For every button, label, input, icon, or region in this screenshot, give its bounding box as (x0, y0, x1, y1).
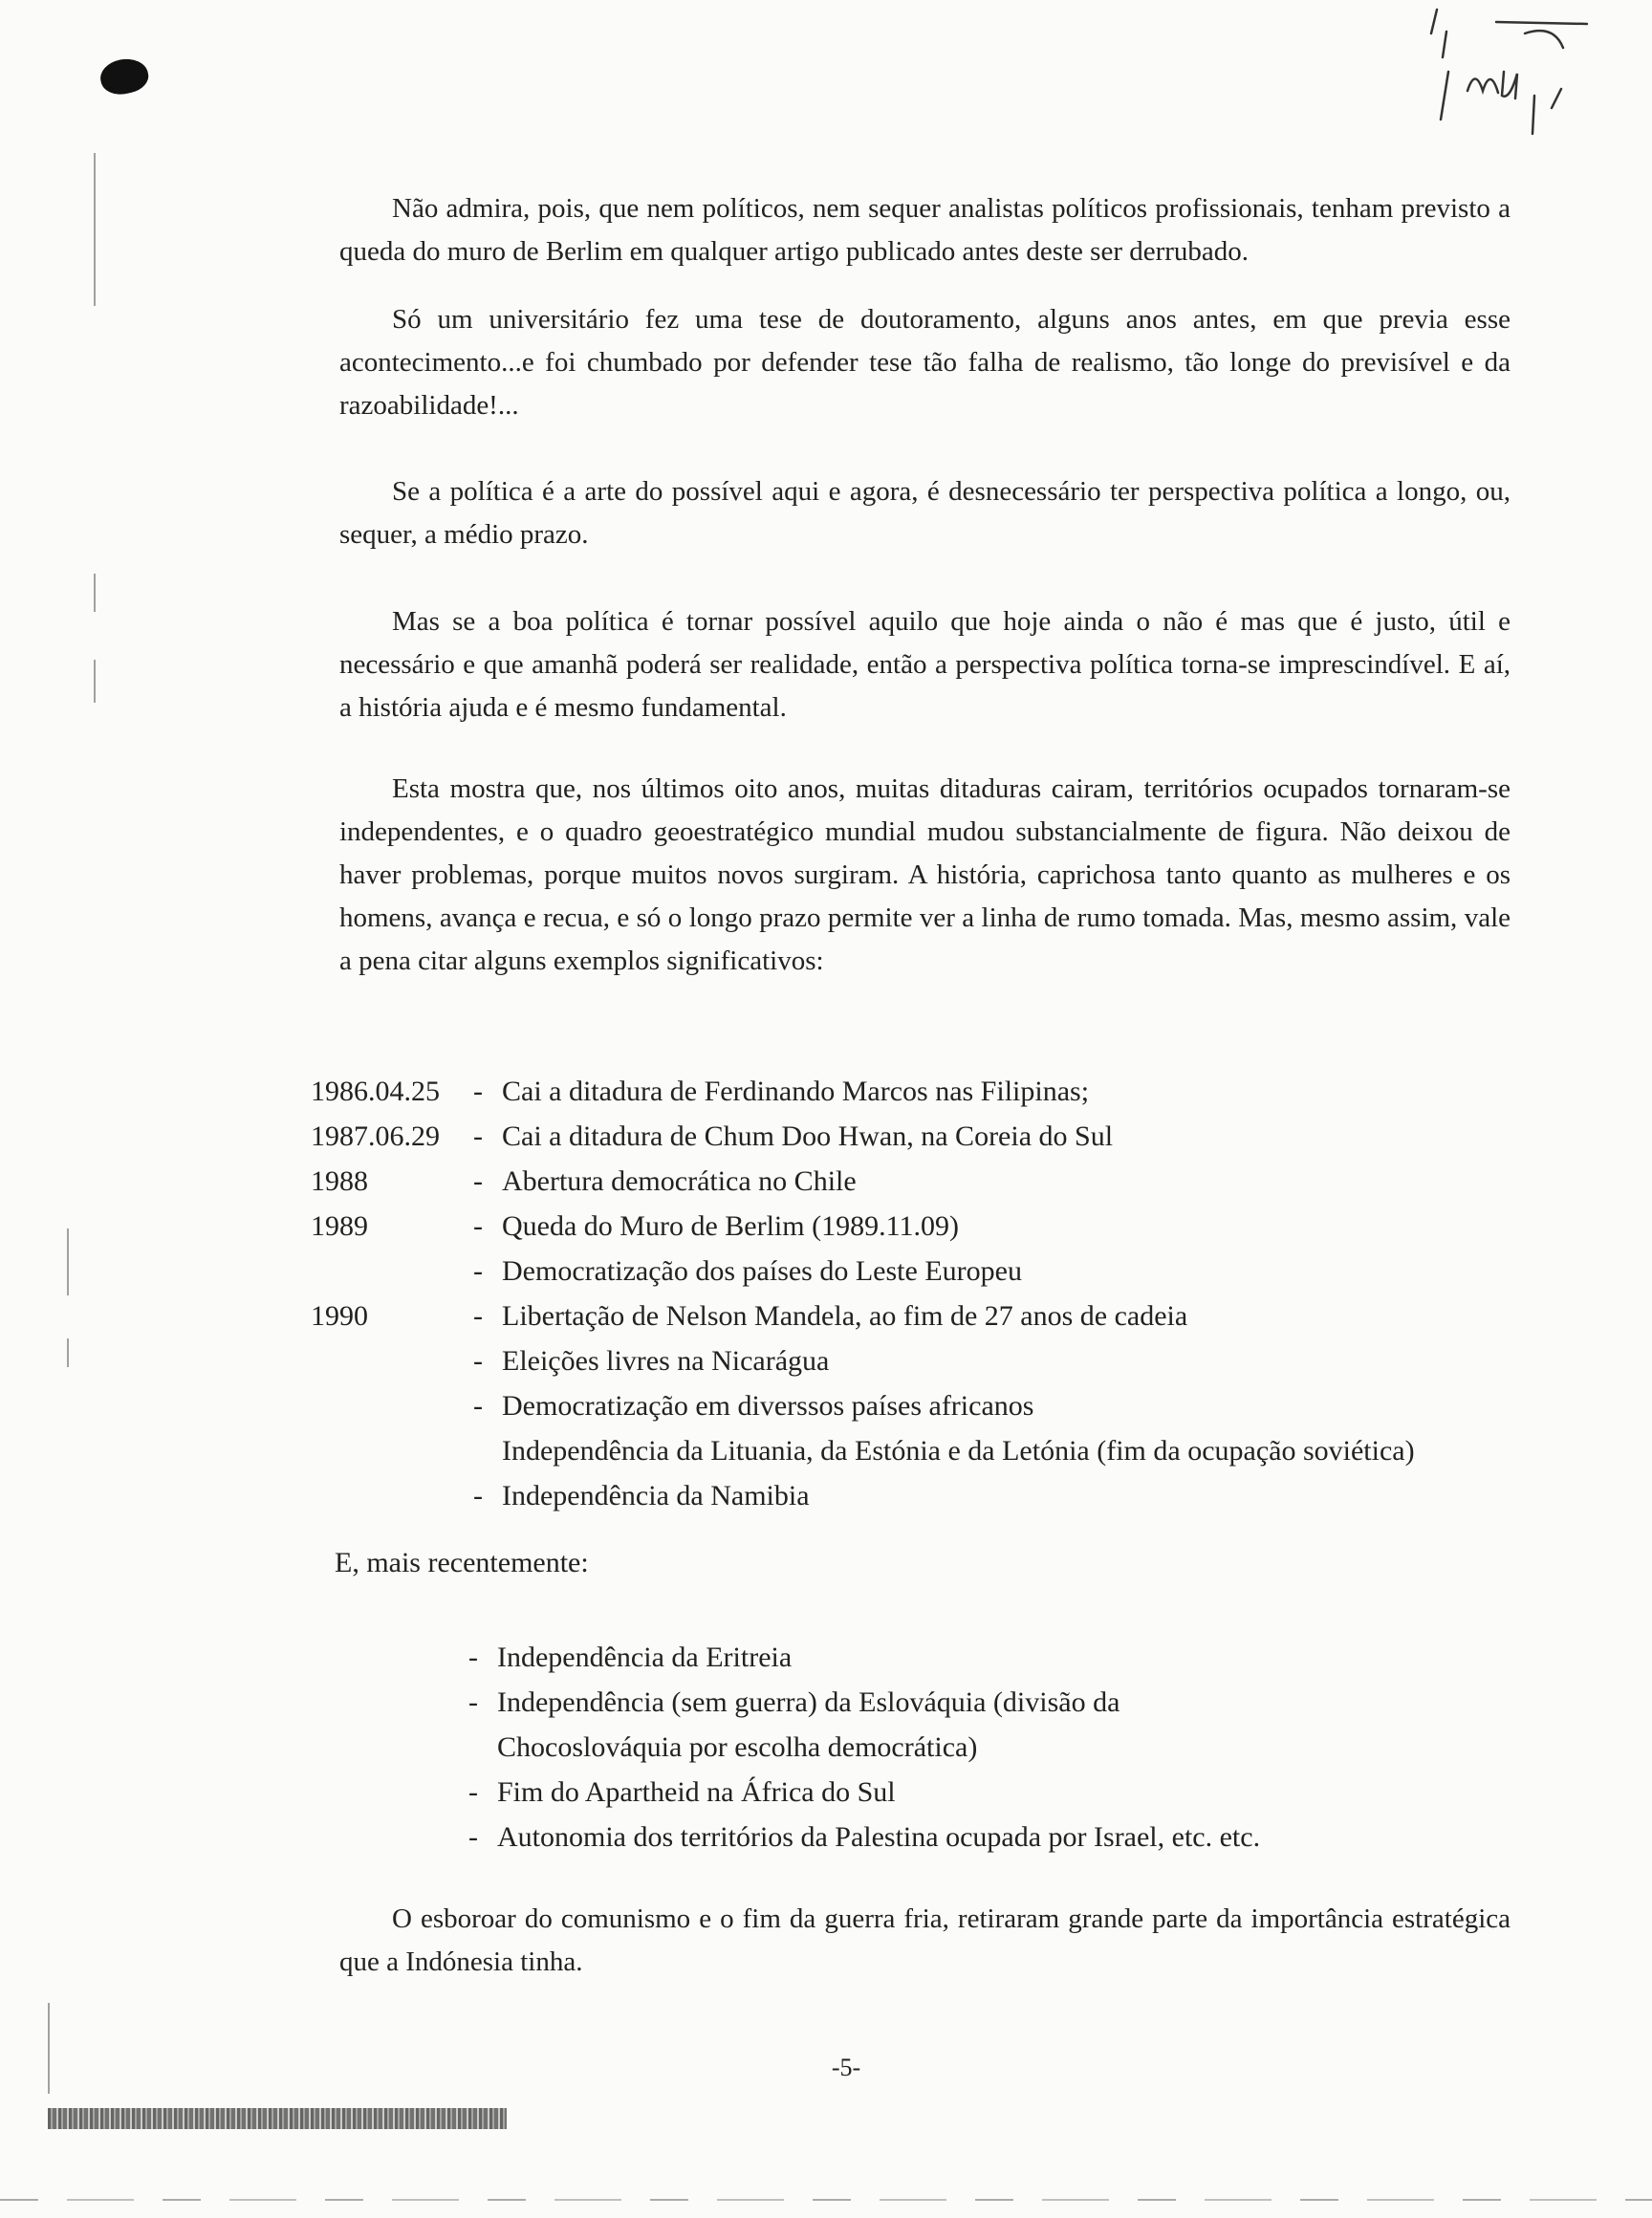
list-item (468, 1815, 1520, 1859)
timeline-row (311, 1383, 1554, 1428)
scan-edge-line (94, 153, 96, 306)
bullet-dash: - (473, 1255, 483, 1287)
bullet-dash: - (473, 1076, 483, 1107)
bullet-dash: - (473, 1345, 483, 1377)
scan-edge-line (67, 1229, 69, 1295)
list-item (468, 1635, 1520, 1680)
scan-edge-line (94, 574, 96, 612)
list-item-text: Independência da Eritreia (497, 1642, 793, 1673)
bullet-dash: - (473, 1210, 483, 1242)
event-text: Queda do Muro de Berlim (1989.11.09) (502, 1210, 959, 1242)
bullet-dash: - (473, 1120, 483, 1152)
timeline-row (311, 1114, 1554, 1159)
event-date: 1990 (311, 1300, 368, 1332)
list-item-text: Chocoslováquia por escolha democrática) (497, 1731, 978, 1763)
ink-blot (98, 54, 151, 98)
event-text: Cai a ditadura de Chum Doo Hwan, na Coreia do Sul (502, 1120, 1114, 1152)
timeline-row (311, 1249, 1554, 1294)
event-text: Cai a ditadura de Ferdinando Marcos nas Filipinas; (502, 1076, 1090, 1107)
recent-events-list (468, 1635, 1520, 1859)
timeline-row (311, 1204, 1554, 1249)
timeline-row (311, 1069, 1554, 1114)
scan-bottom-edge (0, 2199, 1652, 2201)
timeline-row (311, 1294, 1554, 1338)
event-date: 1986.04.25 (311, 1076, 440, 1107)
timeline-row (311, 1338, 1554, 1383)
timeline-row (311, 1473, 1554, 1518)
event-date: 1989 (311, 1210, 368, 1242)
paragraph-4: Mas se a boa política é tornar possível aquilo que hoje ainda o não é mas que é justo, útil e necessário e que amanhã poderá ser realidade, então a perspectiva política torna-se imprescindível. E aí, a história ajuda e é mesmo fundamental. (339, 606, 1511, 723)
bullet-dash: - (468, 1686, 478, 1718)
list-item-text: Fim do Apartheid na África do Sul (497, 1776, 896, 1808)
event-date: 1988 (311, 1165, 368, 1197)
bullet-dash: - (468, 1821, 478, 1853)
event-date: 1987.06.29 (311, 1120, 440, 1152)
list-item (468, 1770, 1520, 1815)
event-text: Eleições livres na Nicarágua (502, 1345, 830, 1377)
paragraph-6: O esboroar do comunismo e o fim da guerra fria, retiraram grande parte da importância estratégica que a Indónesia tinha. (339, 1903, 1511, 1977)
list-item-text: Independência (sem guerra) da Eslováquia (divisão da (497, 1686, 1120, 1718)
bullet-dash: - (468, 1776, 478, 1808)
bullet-dash: - (468, 1642, 478, 1673)
scan-edge-line (94, 660, 96, 703)
page-number: -5- (831, 2054, 861, 2081)
bullet-dash: - (473, 1390, 483, 1422)
list-item (468, 1725, 1520, 1770)
event-text: Democratização em diverssos países africanos (502, 1390, 1034, 1422)
event-text: Abertura democrática no Chile (502, 1165, 857, 1197)
paragraph-5: Esta mostra que, nos últimos oito anos, muitas ditaduras cairam, territórios ocupados tornaram-se independentes, e o quadro geoestratégico mundial mudou substancialmente de figura. Não deixou de haver problemas, porque muitos novos surgiram. A história, caprichosa tanto quanto as mulheres e os homens, avança e recua, e só o longo prazo permite ver a linha de rumo tomada. Mas, mesmo assim, vale a pena citar alguns exemplos significativos: (339, 773, 1511, 976)
event-text: Independência da Lituania, da Estónia e da Letónia (fim da ocupação soviética) (502, 1435, 1415, 1467)
scan-edge-line (48, 2003, 50, 2094)
scan-noise-strip (48, 2108, 507, 2129)
paragraph-2: Só um universitário fez uma tese de doutoramento, alguns anos antes, em que previa esse acontecimento...e foi chumbado por defender tese tão falha de realismo, tão longe do previsível e da razoabilidade!... (339, 304, 1511, 421)
scan-edge-line (67, 1338, 69, 1367)
handwritten-initials (1391, 5, 1611, 148)
bullet-dash: - (473, 1300, 483, 1332)
event-text: Democratização dos países do Leste Europeu (502, 1255, 1022, 1287)
list-item (468, 1680, 1520, 1725)
events-timeline (311, 1069, 1554, 1518)
timeline-row (311, 1159, 1554, 1204)
timeline-row (311, 1428, 1554, 1473)
bullet-dash: - (473, 1165, 483, 1197)
paragraph-3: Se a política é a arte do possível aqui e agora, é desnecessário ter perspectiva política a longo, ou, sequer, a médio prazo. (339, 476, 1511, 550)
bullet-dash: - (473, 1480, 483, 1511)
event-text: Libertação de Nelson Mandela, ao fim de 27 anos de cadeia (502, 1300, 1188, 1332)
list-item-text: Autonomia dos territórios da Palestina ocupada por Israel, etc. etc. (497, 1821, 1261, 1853)
event-text: Independência da Namibia (502, 1480, 810, 1511)
paragraph-1: Não admira, pois, que nem políticos, nem sequer analistas políticos profissionais, tenham previsto a queda do muro de Berlim em qualquer artigo publicado antes deste ser derrubado. (339, 193, 1511, 267)
recent-heading: E, mais recentemente: (335, 1547, 589, 1578)
